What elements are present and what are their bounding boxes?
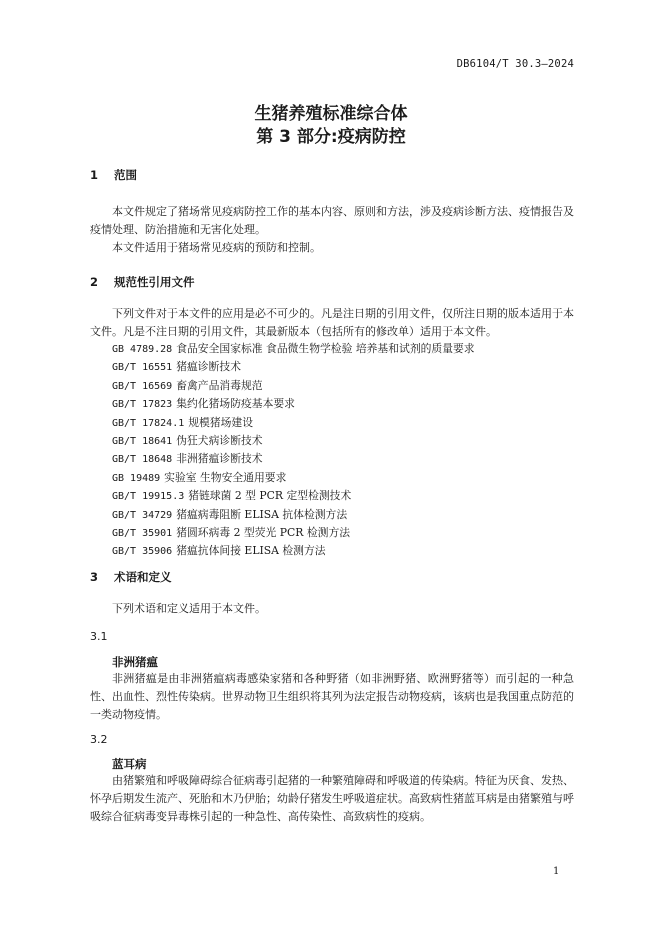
reference-code: GB 19489: [112, 472, 161, 484]
reference-title: 猪瘟病毒阻断 ELISA 抗体检测方法: [176, 507, 348, 521]
reference-title: 猪圆环病毒 2 型荧光 PCR 检测方法: [176, 526, 351, 540]
reference-code: GB/T 18641: [112, 436, 173, 448]
reference-item: [112, 524, 572, 542]
reference-list: [112, 340, 572, 561]
reference-code: GB 4789.28: [112, 344, 173, 355]
reference-item: [112, 506, 572, 524]
reference-code: GB/T 35906: [112, 546, 173, 558]
reference-code: GB/T 17823: [112, 399, 173, 411]
reference-title: 非洲猪瘟诊断技术: [176, 452, 263, 466]
reference-code: GB/T 34729: [112, 509, 173, 521]
normative-references-intro: 下列文件对于本文件的应用是必不可少的。凡是注日期的引用文件，仅所注日期的版本适用于本文件。凡是不注日期的引用文件，其最新版本（包括所有的修改单）适用于本文件。: [90, 307, 574, 338]
term-definition: 由猪繁殖和呼吸障碍综合征病毒引起猪的一种繁殖障碍和呼吸道的传染病。特征为厌食、发热、怀孕后期发生流产、死胎和木乃伊胎；幼龄仔猪发生呼吸道症状。高致病性猪蓝耳病是由猪繁殖与呼吸综合征病毒变异毒株引起的一种急性、高传染性、高致病性的疫病。: [90, 774, 574, 823]
reference-title: 猪链球菌 2 型 PCR 定型检测技术: [188, 489, 352, 503]
reference-code: GB/T 16551: [112, 362, 173, 374]
reference-item: [112, 432, 572, 450]
section-3-heading: [90, 569, 172, 585]
document-code: DB6104/T 30.3—2024: [456, 58, 574, 70]
section-1-heading: [90, 167, 137, 183]
reference-code: GB/T 35901: [112, 528, 173, 540]
document-title: 生猪养殖标准综合体: [254, 104, 408, 124]
reference-title: 规模猪场建设: [188, 415, 254, 429]
clause-number: 3.1: [90, 630, 108, 643]
reference-title: 食品安全国家标准 食品微生物学检验 培养基和试剂的质量要求: [176, 342, 475, 355]
section-2-heading: [90, 274, 195, 290]
reference-code: GB/T 16569: [112, 380, 173, 392]
scope-paragraph-1: 本文件规定了猪场常见疫病防控工作的基本内容、原则和方法，涉及疫病诊断方法、疫情报告及疫情处理、防治措施和无害化处理。: [90, 205, 574, 236]
term-definition: 非洲猪瘟是由非洲猪瘟病毒感染家猪和各种野猪（如非洲野猪、欧洲野猪等）而引起的一种急性、出血性、烈性传染病。世界动物卫生组织将其列为法定报告动物疫病，该病也是我国重点防范的一类动物疫情。: [90, 672, 574, 721]
terms-intro: 下列术语和定义适用于本文件。: [112, 602, 266, 615]
section-title: 范围: [114, 168, 138, 182]
reference-item: [112, 340, 572, 358]
section-number: 3: [90, 570, 99, 584]
reference-item: [112, 469, 572, 487]
term-name: 非洲猪瘟: [112, 655, 158, 669]
page-number: 1: [553, 866, 560, 877]
reference-item: [112, 395, 572, 413]
clause-number: 3.2: [90, 733, 108, 746]
reference-title: 猪瘟诊断技术: [176, 360, 241, 374]
section-title: 规范性引用文件: [114, 275, 195, 289]
reference-title: 畜禽产品消毒规范: [176, 378, 263, 392]
section-number: 1: [90, 168, 99, 182]
term-name: 蓝耳病: [112, 757, 147, 771]
document-subtitle: 第 3 部分:疫病防控: [256, 127, 406, 147]
reference-title: 伪狂犬病诊断技术: [176, 434, 263, 448]
reference-code: GB/T 18648: [112, 454, 173, 466]
reference-item: [112, 414, 572, 432]
reference-item: [112, 487, 572, 505]
title-block: [0, 103, 662, 149]
scope-paragraph-2: 本文件适用于猪场常见疫病的预防和控制。: [112, 241, 321, 254]
reference-title: 集约化猪场防疫基本要求: [176, 397, 295, 411]
reference-item: [112, 450, 572, 468]
reference-item: [112, 542, 572, 560]
reference-item: [112, 377, 572, 395]
reference-item: [112, 358, 572, 376]
section-title: 术语和定义: [114, 570, 172, 584]
reference-code: GB/T 17824.1: [112, 417, 185, 429]
reference-title: 实验室 生物安全通用要求: [164, 470, 287, 484]
section-number: 2: [90, 275, 99, 289]
reference-title: 猪瘟抗体间接 ELISA 检测方法: [176, 544, 326, 558]
reference-code: GB/T 19915.3: [112, 491, 185, 503]
